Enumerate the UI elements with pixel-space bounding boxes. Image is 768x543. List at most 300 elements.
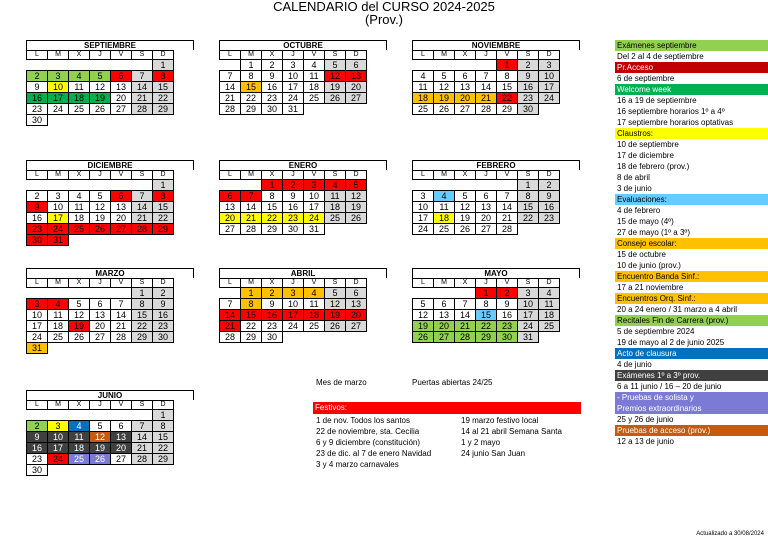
day-cell (69, 410, 90, 421)
day-cell (111, 180, 132, 191)
day-cell: 31 (48, 235, 69, 246)
month-grid (412, 50, 560, 115)
day-header: D (346, 279, 367, 288)
day-cell: 27 (220, 224, 241, 235)
day-cell: 31 (518, 332, 539, 343)
day-cell: 26 (434, 104, 455, 115)
day-cell: 23 (262, 321, 283, 332)
legend-item: 12 a 13 de junio (617, 437, 674, 446)
week-row (27, 299, 174, 310)
day-cell: 28 (455, 332, 476, 343)
week-row (27, 321, 174, 332)
legend-item: 15 de mayo (4º) (617, 217, 674, 226)
day-cell: 16 (262, 310, 283, 321)
day-cell: 4 (539, 288, 560, 299)
legend-item: 6 a 11 junio / 16 – 20 de junio (617, 382, 722, 391)
day-cell: 10 (48, 82, 69, 93)
day-cell: 16 (153, 310, 174, 321)
week-row (413, 82, 560, 93)
day-cell (69, 235, 90, 246)
day-header: D (346, 171, 367, 180)
day-header: L (413, 279, 434, 288)
week-row (220, 104, 367, 115)
day-cell: 15 (241, 82, 262, 93)
day-cell: 28 (220, 104, 241, 115)
day-cell: 24 (539, 93, 560, 104)
month-grid (26, 278, 174, 354)
day-cell (434, 288, 455, 299)
day-cell: 23 (262, 93, 283, 104)
week-row (27, 288, 174, 299)
day-cell: 18 (69, 213, 90, 224)
legend-category: Exámenes 1º a 3º prov. (615, 370, 768, 381)
day-cell: 20 (111, 443, 132, 454)
day-cell: 29 (476, 332, 497, 343)
day-cell (132, 343, 153, 354)
day-header: X (455, 279, 476, 288)
day-cell: 29 (132, 332, 153, 343)
festivo-item: 22 de noviembre, sta. Cecilia (316, 427, 420, 436)
day-cell (48, 343, 69, 354)
day-cell (153, 115, 174, 126)
day-header: V (497, 171, 518, 180)
day-cell: 27 (455, 104, 476, 115)
day-header: S (325, 51, 346, 60)
legend-category: - Pruebas de solista y (615, 392, 768, 403)
week-row (220, 332, 367, 343)
day-cell: 9 (539, 191, 560, 202)
day-header: L (413, 171, 434, 180)
day-cell: 28 (132, 104, 153, 115)
day-cell: 11 (413, 82, 434, 93)
day-cell (241, 180, 262, 191)
festivo-item: 14 al 21 abril Semana Santa (461, 427, 562, 436)
day-cell (90, 235, 111, 246)
day-cell: 14 (220, 82, 241, 93)
month-name: ABRIL (219, 268, 387, 278)
day-cell: 1 (262, 180, 283, 191)
day-cell: 21 (476, 93, 497, 104)
day-header: L (27, 401, 48, 410)
month-name: OCTUBRE (219, 40, 387, 50)
day-header: S (132, 401, 153, 410)
day-header: M (48, 51, 69, 60)
day-header: S (518, 279, 539, 288)
day-cell: 10 (283, 71, 304, 82)
day-cell: 13 (346, 299, 367, 310)
day-cell (283, 332, 304, 343)
day-cell: 9 (27, 202, 48, 213)
day-cell: 9 (497, 299, 518, 310)
day-cell: 24 (48, 104, 69, 115)
day-cell: 15 (153, 82, 174, 93)
week-row (27, 421, 174, 432)
day-header: J (283, 171, 304, 180)
month-grid (412, 170, 560, 235)
day-header: V (497, 51, 518, 60)
day-cell: 14 (132, 432, 153, 443)
day-cell (455, 288, 476, 299)
day-cell (346, 224, 367, 235)
month-enero (219, 160, 387, 235)
day-cell: 6 (111, 71, 132, 82)
day-cell: 23 (497, 321, 518, 332)
day-cell: 4 (325, 180, 346, 191)
legend-item: 25 y 26 de junio (617, 415, 674, 424)
day-header: J (476, 51, 497, 60)
day-cell: 8 (153, 421, 174, 432)
month-diciembre (26, 160, 194, 246)
day-cell: 1 (497, 60, 518, 71)
festivo-item: 6 y 9 diciembre (constitución) (316, 438, 421, 447)
day-cell: 13 (476, 202, 497, 213)
month-name: JUNIO (26, 390, 194, 400)
day-cell: 1 (476, 288, 497, 299)
day-cell: 21 (220, 93, 241, 104)
day-cell: 21 (241, 213, 262, 224)
day-cell: 13 (90, 310, 111, 321)
day-cell: 8 (497, 71, 518, 82)
week-row (27, 432, 174, 443)
day-cell: 22 (153, 213, 174, 224)
day-cell: 19 (90, 443, 111, 454)
day-cell: 4 (304, 60, 325, 71)
day-cell: 12 (90, 202, 111, 213)
day-cell: 8 (262, 191, 283, 202)
day-cell: 13 (455, 82, 476, 93)
day-cell: 29 (153, 224, 174, 235)
day-cell: 23 (27, 104, 48, 115)
day-cell: 11 (434, 202, 455, 213)
day-cell: 25 (48, 332, 69, 343)
day-cell (48, 180, 69, 191)
week-row (413, 288, 560, 299)
day-header: X (262, 171, 283, 180)
day-cell: 25 (69, 104, 90, 115)
day-cell (27, 410, 48, 421)
month-noviembre (412, 40, 580, 115)
day-cell (153, 235, 174, 246)
day-cell: 30 (497, 332, 518, 343)
day-cell: 11 (539, 299, 560, 310)
week-row (27, 202, 174, 213)
festivo-item: 1 de nov. Todos los santos (316, 416, 410, 425)
day-cell: 18 (434, 213, 455, 224)
day-cell: 1 (153, 60, 174, 71)
day-cell (69, 115, 90, 126)
month-grid (26, 400, 174, 476)
day-cell: 7 (455, 299, 476, 310)
day-cell (90, 60, 111, 71)
day-cell: 27 (476, 224, 497, 235)
legend-item: Del 2 al 4 de septiembre (617, 52, 704, 61)
day-cell: 12 (346, 191, 367, 202)
day-cell: 12 (90, 82, 111, 93)
day-cell: 25 (325, 213, 346, 224)
legend-category: Pruebas de acceso (prov.) (615, 425, 768, 436)
month-grid (219, 50, 367, 115)
day-cell: 26 (346, 213, 367, 224)
day-cell (111, 235, 132, 246)
week-row (27, 310, 174, 321)
day-cell: 4 (69, 421, 90, 432)
week-row (220, 213, 367, 224)
day-header: V (111, 279, 132, 288)
day-cell: 1 (132, 288, 153, 299)
day-cell (90, 115, 111, 126)
day-cell: 16 (262, 82, 283, 93)
day-cell: 17 (539, 82, 560, 93)
week-row (27, 410, 174, 421)
day-header: J (90, 171, 111, 180)
day-header: M (434, 51, 455, 60)
day-header: V (111, 401, 132, 410)
legend-category: Welcome week (615, 84, 768, 95)
week-row (27, 82, 174, 93)
day-cell: 7 (476, 71, 497, 82)
day-cell: 22 (476, 321, 497, 332)
week-row (220, 202, 367, 213)
day-cell: 14 (455, 310, 476, 321)
week-row (220, 310, 367, 321)
day-cell: 9 (283, 191, 304, 202)
day-cell (434, 180, 455, 191)
day-cell: 15 (476, 310, 497, 321)
festivos-list-1 (316, 415, 431, 470)
day-cell: 17 (283, 82, 304, 93)
day-cell: 5 (413, 299, 434, 310)
updated-note: Actualizado a 30/08/2024 (696, 531, 764, 537)
day-cell (48, 410, 69, 421)
day-cell: 2 (27, 421, 48, 432)
month-septiembre (26, 40, 194, 126)
day-cell: 25 (434, 224, 455, 235)
day-cell (153, 465, 174, 476)
day-cell: 14 (497, 202, 518, 213)
legend-item: 4 de junio (617, 360, 652, 369)
day-header: V (111, 51, 132, 60)
festivos-header: Festivos: (313, 402, 581, 414)
day-cell: 30 (27, 115, 48, 126)
day-cell: 15 (241, 310, 262, 321)
month-grid (219, 170, 367, 235)
day-header: J (90, 279, 111, 288)
day-cell: 11 (69, 82, 90, 93)
day-cell: 24 (48, 454, 69, 465)
day-header: J (476, 279, 497, 288)
day-cell (27, 60, 48, 71)
day-header: J (90, 401, 111, 410)
day-cell: 25 (69, 224, 90, 235)
day-cell: 31 (27, 343, 48, 354)
week-row (27, 224, 174, 235)
legend-category: Encuentro Banda Sinf.: (615, 271, 768, 282)
day-cell: 17 (48, 213, 69, 224)
day-cell (325, 332, 346, 343)
day-cell: 8 (153, 191, 174, 202)
day-cell: 4 (48, 299, 69, 310)
day-cell: 9 (518, 71, 539, 82)
day-cell: 9 (27, 432, 48, 443)
day-header: V (111, 171, 132, 180)
day-cell: 25 (539, 321, 560, 332)
day-cell: 3 (518, 288, 539, 299)
day-cell: 6 (476, 191, 497, 202)
day-cell: 21 (455, 321, 476, 332)
day-cell: 1 (241, 288, 262, 299)
day-cell: 18 (304, 82, 325, 93)
day-header: S (518, 171, 539, 180)
day-cell: 13 (220, 202, 241, 213)
day-cell: 8 (132, 299, 153, 310)
day-cell (476, 60, 497, 71)
day-cell: 20 (434, 321, 455, 332)
day-cell: 21 (497, 213, 518, 224)
day-cell: 12 (69, 310, 90, 321)
day-cell: 26 (69, 332, 90, 343)
day-header: X (69, 51, 90, 60)
festivos-list-2 (461, 415, 562, 459)
day-cell: 26 (90, 454, 111, 465)
day-header: M (241, 51, 262, 60)
day-header: D (153, 51, 174, 60)
day-cell: 4 (69, 71, 90, 82)
day-cell: 23 (27, 224, 48, 235)
day-cell: 13 (111, 82, 132, 93)
day-header: S (518, 51, 539, 60)
week-row (220, 191, 367, 202)
festivo-item: 19 marzo festivo local (461, 416, 539, 425)
day-cell: 2 (153, 288, 174, 299)
day-cell (48, 465, 69, 476)
day-header: M (434, 279, 455, 288)
day-cell: 4 (413, 71, 434, 82)
week-row (220, 71, 367, 82)
day-cell: 4 (434, 191, 455, 202)
day-cell: 15 (153, 432, 174, 443)
day-cell (132, 115, 153, 126)
day-cell: 27 (346, 93, 367, 104)
day-cell (90, 465, 111, 476)
day-cell: 2 (283, 180, 304, 191)
week-row (413, 93, 560, 104)
day-cell: 28 (132, 224, 153, 235)
day-cell: 27 (346, 321, 367, 332)
legend-item: 18 de febrero (prov.) (617, 162, 690, 171)
day-cell (111, 60, 132, 71)
week-row (27, 71, 174, 82)
legend-item: 17 a 21 noviembre (617, 283, 684, 292)
day-cell: 6 (434, 299, 455, 310)
day-cell: 11 (325, 191, 346, 202)
day-cell: 22 (153, 93, 174, 104)
day-cell: 5 (90, 191, 111, 202)
day-cell: 5 (434, 71, 455, 82)
day-cell: 13 (111, 432, 132, 443)
day-cell: 6 (111, 421, 132, 432)
day-header: V (304, 171, 325, 180)
day-cell: 16 (539, 202, 560, 213)
day-cell: 24 (304, 213, 325, 224)
day-cell: 19 (413, 321, 434, 332)
day-cell (455, 60, 476, 71)
day-header: S (132, 51, 153, 60)
day-cell (325, 104, 346, 115)
day-cell (90, 180, 111, 191)
day-cell: 12 (434, 82, 455, 93)
day-header: D (153, 171, 174, 180)
day-cell (497, 180, 518, 191)
day-cell: 19 (90, 93, 111, 104)
day-cell: 30 (262, 104, 283, 115)
day-cell: 15 (497, 82, 518, 93)
day-cell: 21 (132, 443, 153, 454)
legend-item: 19 de mayo al 2 de junio 2025 (617, 338, 725, 347)
day-cell: 24 (27, 332, 48, 343)
month-mayo (412, 268, 580, 343)
month-name: ENERO (219, 160, 387, 170)
day-cell: 5 (346, 180, 367, 191)
day-cell: 8 (241, 299, 262, 310)
day-cell: 13 (346, 71, 367, 82)
legend-item: 6 de septiembre (617, 74, 675, 83)
day-header: L (413, 51, 434, 60)
day-header: M (434, 171, 455, 180)
day-cell (539, 224, 560, 235)
day-cell (304, 104, 325, 115)
day-header: D (153, 279, 174, 288)
day-cell: 29 (262, 224, 283, 235)
day-cell: 1 (153, 180, 174, 191)
day-header: D (539, 171, 560, 180)
title-text: CALENDARIO del CURSO 2024-2025 (273, 0, 495, 14)
day-header: D (153, 401, 174, 410)
day-cell: 3 (48, 71, 69, 82)
day-cell: 1 (241, 60, 262, 71)
day-cell: 23 (153, 321, 174, 332)
day-cell: 7 (497, 191, 518, 202)
month-febrero (412, 160, 580, 235)
day-cell: 28 (132, 454, 153, 465)
day-cell: 28 (111, 332, 132, 343)
day-cell (111, 410, 132, 421)
day-cell: 2 (27, 191, 48, 202)
day-cell: 20 (476, 213, 497, 224)
day-cell: 17 (48, 93, 69, 104)
day-cell (346, 332, 367, 343)
legend-category: Pr.Acceso (615, 62, 768, 73)
legend-category: Evaluaciones: (615, 194, 768, 205)
day-header: S (325, 279, 346, 288)
legend-item: 4 de febrero (617, 206, 661, 215)
day-cell: 27 (111, 454, 132, 465)
day-cell: 15 (518, 202, 539, 213)
day-cell: 6 (346, 60, 367, 71)
day-cell: 12 (325, 299, 346, 310)
week-row (27, 332, 174, 343)
festivo-item: 24 junio San Juan (461, 449, 526, 458)
day-cell (220, 288, 241, 299)
day-cell: 5 (69, 299, 90, 310)
month-name: FEBRERO (412, 160, 580, 170)
week-row (27, 104, 174, 115)
day-cell (69, 180, 90, 191)
day-cell: 26 (325, 321, 346, 332)
day-cell: 10 (48, 202, 69, 213)
legend-item: 20 a 24 enero / 31 marzo a 4 abril (617, 305, 738, 314)
day-cell: 2 (497, 288, 518, 299)
legend-category: Premios extraordinarios (615, 403, 768, 414)
